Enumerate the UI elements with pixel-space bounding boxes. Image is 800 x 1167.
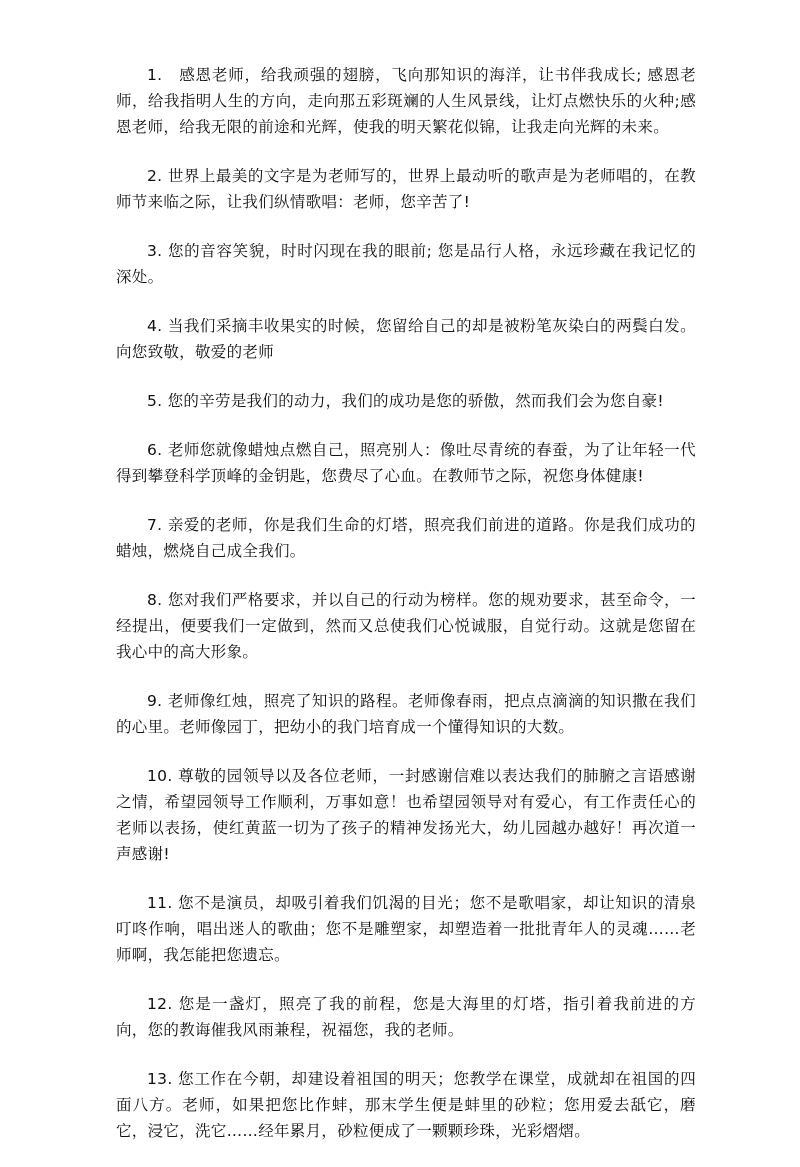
- paragraph-3: 3. 您的音容笑貌，时时闪现在我的眼前; 您是品行人格，永远珍藏在我记忆的深处。: [116, 242, 696, 286]
- paragraph-10: 10. 尊敬的园领导以及各位老师，一封感谢信难以表达我们的肺腑之言语感谢之情，希望园领导工作顺利，万事如意！也希望园领导对有爱心，有工作责任心的老师以表扬，使红黄蓝一切为了孩子的精神发扬光大，幼儿园越办越好！再次道一声感谢!: [116, 767, 696, 863]
- paragraph-9: 9. 老师像红烛，照亮了知识的路程。老师像春雨，把点点滴滴的知识撒在我们的心里。老师像园丁，把幼小的我门培育成一个懂得知识的大数。: [116, 692, 696, 736]
- paragraph-5: 5. 您的辛劳是我们的动力，我们的成功是您的骄傲，然而我们会为您自豪!: [147, 392, 664, 410]
- paragraph-6: 6. 老师您就像蜡烛点燃自己，照亮别人：像吐尽青统的春蚕，为了让年轻一代得到攀登科学顶峰的金钥匙，您费尽了心血。在教师节之际，祝您身体健康!: [116, 441, 696, 485]
- paragraph-13: 13. 您工作在今朝，却建设着祖国的明天；您教学在课堂，成就却在祖国的四面八方。老师，如果把您比作蚌，那末学生便是蚌里的砂粒；您用爱去舐它，磨它，浸它，洗它……经年累月，砂粒便成了一颗颗珍珠，光彩熠熠。: [116, 1070, 696, 1140]
- paragraph-8: 8. 您对我们严格要求，并以自己的行动为榜样。您的规劝要求，甚至命令，一经提出，便要我们一定做到，然而又总使我们心悦诚服，自觉行动。这就是您留在我心中的高大形象。: [116, 591, 696, 661]
- paragraph-1: 1. 感恩老师，给我顽强的翅膀，飞向那知识的海洋，让书伴我成长; 感恩老师，给我指明人生的方向，走向那五彩斑斓的人生风景线，让灯点燃快乐的火种;感恩老师，给我无限的前途和光辉，使我的明天繁花似锦，让我走向光辉的未来。: [116, 66, 696, 136]
- paragraph-12: 12. 您是一盏灯，照亮了我的前程，您是大海里的灯塔，指引着我前进的方向，您的教诲催我风雨兼程，祝福您，我的老师。: [116, 995, 696, 1039]
- paragraph-2: 2. 世界上最美的文字是为老师写的，世界上最动听的歌声是为老师唱的，在教师节来临之际，让我们纵情歌唱：老师，您辛苦了!: [116, 167, 696, 211]
- paragraph-7: 7. 亲爱的老师，你是我们生命的灯塔，照亮我们前进的道路。你是我们成功的蜡烛，燃烧自己成全我们。: [116, 516, 696, 560]
- paragraph-4: 4. 当我们采摘丰收果实的时候，您留给自己的却是被粉笔灰染白的两鬓白发。向您致敬，敬爱的老师: [116, 317, 696, 361]
- paragraph-11: 11. 您不是演员，却吸引着我们饥渴的目光；您不是歌唱家，却让知识的清泉叮咚作响，唱出迷人的歌曲；您不是雕塑家，却塑造着一批批青年人的灵魂……老师啊，我怎能把您遗忘。: [116, 894, 696, 964]
- document-body: [116, 62, 696, 1167]
